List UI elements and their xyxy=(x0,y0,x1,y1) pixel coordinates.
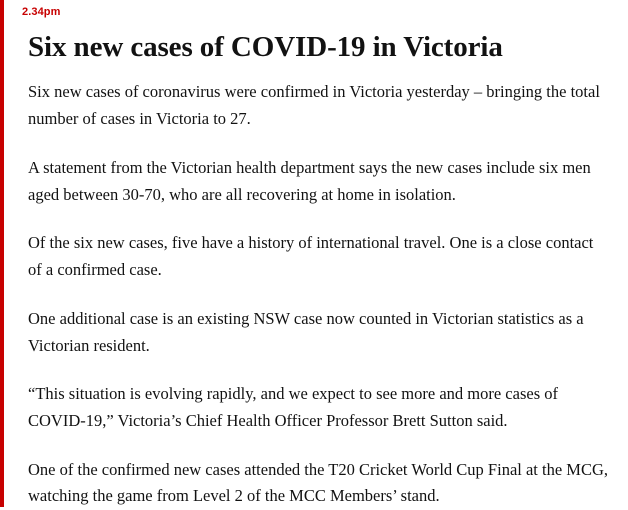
article-paragraph: Of the six new cases, five have a history of international travel. One is a close contact of a confirmed case. xyxy=(28,233,594,280)
article-headline: Six new cases of COVID-19 in Victoria xyxy=(28,31,503,63)
article-paragraph: One of the confirmed new cases attended the T20 Cricket World Cup Final at the MCG, watching the game from Level 2 of the MCC Members’ stand. xyxy=(28,459,609,506)
article-timestamp: 2.34pm xyxy=(22,6,61,18)
article-paragraph: “This situation is evolving rapidly, and we expect to see more and more cases of COVID-19,” Victoria’s Chief Health Officer Professor Brett Sutton said. xyxy=(28,384,558,430)
article-paragraph: Six new cases of coronavirus were confirmed in Victoria yesterday – bringing the total number of cases in Victoria to 27. xyxy=(28,82,600,129)
article-content xyxy=(22,0,620,510)
article-body xyxy=(28,79,620,510)
article-paragraph: A statement from the Victorian health department says the new cases include six men aged between 30-70, who are all recovering at home in isolation. xyxy=(28,157,591,204)
accent-rule xyxy=(0,0,4,507)
article-paragraph: One additional case is an existing NSW case now counted in Victorian statistics as a Victorian resident. xyxy=(28,308,584,355)
